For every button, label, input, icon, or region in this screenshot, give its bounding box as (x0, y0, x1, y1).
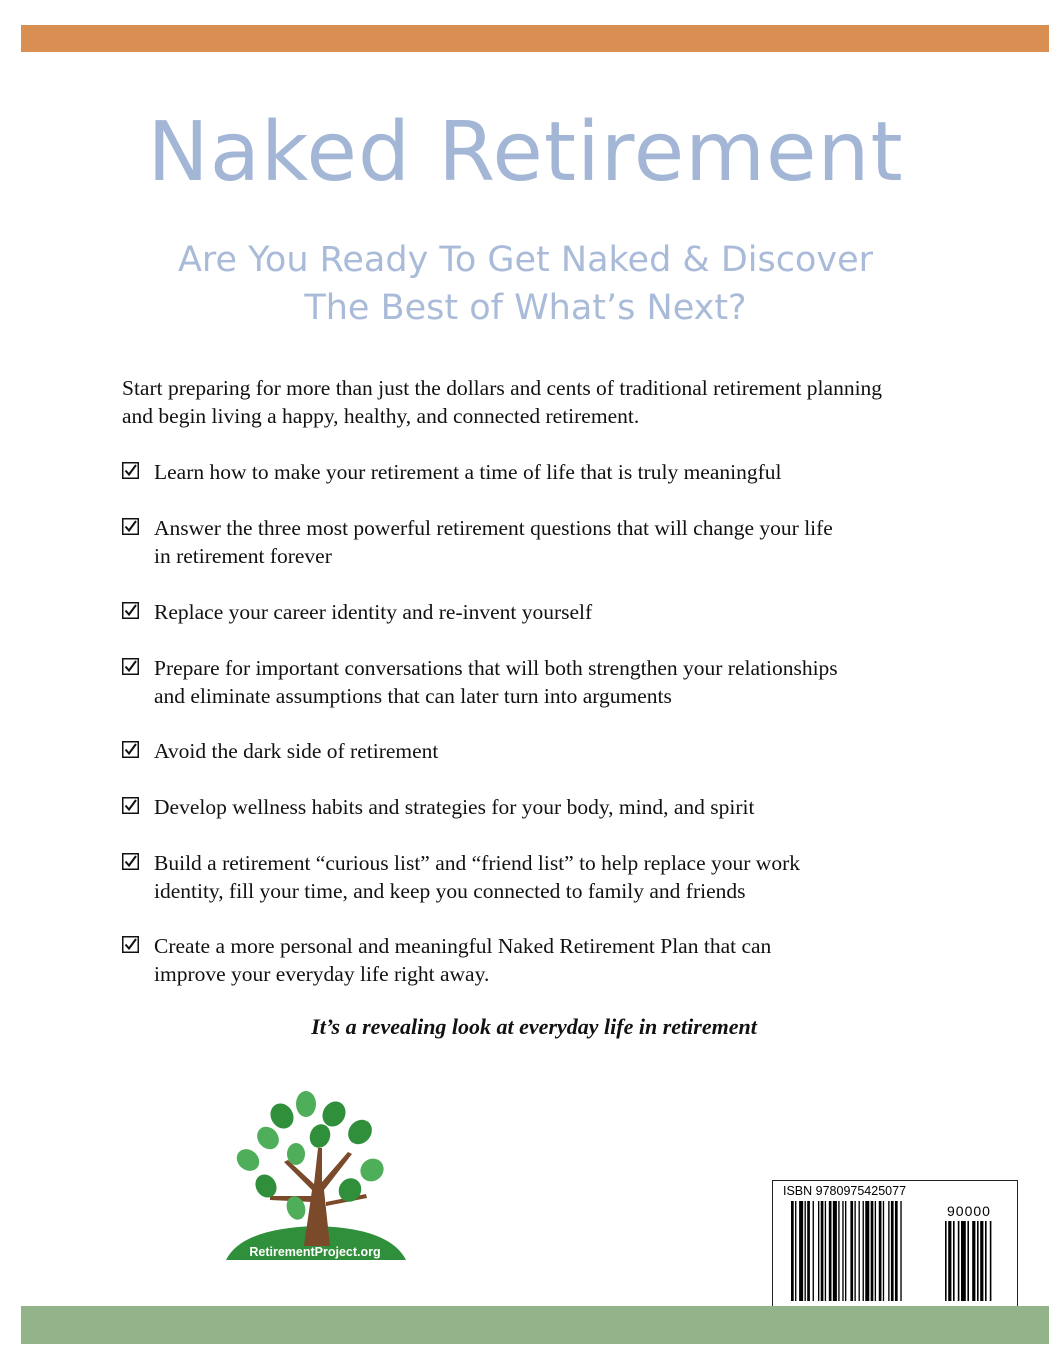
price-code: 90000 (947, 1203, 991, 1219)
checkbox-checked-icon (122, 936, 139, 953)
checklist-item-line: Prepare for important conversations that will both strengthen your relationships (154, 656, 838, 680)
checklist-item-line: Build a retirement “curious list” and “friend list” to help replace your work (154, 851, 800, 875)
checklist-item-line: in retirement forever (154, 544, 332, 568)
retirement-project-logo (222, 1090, 408, 1268)
checklist-item-line: Answer the three most powerful retirement questions that will change your life (154, 516, 833, 540)
checklist-item-line: Create a more personal and meaningful Naked Retirement Plan that can (154, 934, 772, 958)
checklist-item-line: Replace your career identity and re-invent yourself (154, 600, 593, 624)
intro-line-2: and begin living a happy, healthy, and connected retirement. (122, 404, 640, 428)
isbn-label: ISBN 9780975425077 (783, 1184, 907, 1198)
intro-line-1: Start preparing for more than just the dollars and cents of traditional retirement planning (122, 376, 883, 400)
checkbox-checked-icon (122, 602, 139, 619)
price-code-bars (945, 1221, 1009, 1301)
subtitle-line-2: The Best of What’s Next? (304, 288, 747, 328)
checkbox-checked-icon (122, 518, 139, 535)
tagline: It’s a revealing look at everyday life in retirement (311, 1014, 757, 1039)
checklist-item-line: Avoid the dark side of retirement (154, 739, 439, 763)
subtitle (0, 236, 1051, 332)
intro-paragraph (122, 374, 982, 430)
checklist-item-line: Learn how to make your retirement a time of life that is truly meaningful (154, 460, 782, 484)
checkbox-checked-icon (122, 741, 139, 758)
checklist-item-line: improve your everyday life right away. (154, 962, 490, 986)
subtitle-line-1: Are You Ready To Get Naked & Discover (177, 240, 874, 280)
checklist-item-line: Develop wellness habits and strategies for your body, mind, and spirit (154, 795, 755, 819)
checkbox-checked-icon (122, 658, 139, 675)
checkbox-checked-icon (122, 797, 139, 814)
barcode-bars (791, 1201, 941, 1301)
book-title: Naked Retirement (147, 105, 904, 200)
logo-text: RetirementProject.org (249, 1245, 381, 1259)
checkbox-checked-icon (122, 853, 139, 870)
checklist-item-line: identity, fill your time, and keep you connected to family and friends (154, 879, 746, 903)
top-accent-bar (21, 25, 1049, 52)
checkbox-checked-icon (122, 462, 139, 479)
checklist-item-line: and eliminate assumptions that can later turn into arguments (154, 684, 672, 708)
bottom-accent-bar (21, 1306, 1049, 1344)
